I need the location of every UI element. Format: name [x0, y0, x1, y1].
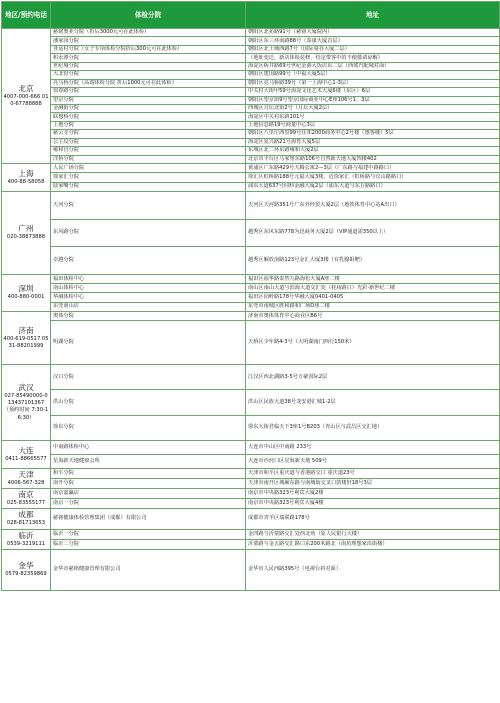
region-cell — [2, 508, 51, 529]
branch-name: 亚运村分院（女子专项体检分院折后300元可在此体检） — [51, 45, 246, 53]
branch-name: 徐东分院 — [51, 415, 246, 440]
branch-address: 金华市人民西路395号（电视台斜对面） — [246, 549, 500, 590]
branch-name: 大北窑分院 — [51, 71, 246, 79]
branch-address: 中关村大街甲59号海淀文化艺术大厦6楼（东区）6层 — [246, 88, 500, 96]
branch-address: 朝阳区北苑路91号（慈铭大厦院内） — [246, 29, 500, 37]
table-row — [2, 539, 500, 549]
region-phone: 025-83555177 — [6, 499, 46, 506]
branch-name: 人民广场分院 — [51, 164, 246, 173]
branch-name: 星海新天地健康会所 — [51, 454, 246, 468]
table-row — [2, 302, 500, 311]
branch-name: 华融体检中心 — [51, 293, 246, 302]
branch-name: 中南路体检中心 — [51, 440, 246, 454]
branch-address: 天桥区少年路4-3号（大明湖南门西行150米） — [246, 321, 500, 365]
table-row — [2, 173, 500, 182]
branch-name: 明湖分院 — [51, 321, 246, 365]
branch-name: 洋桥分院 — [51, 155, 246, 163]
table-row — [2, 138, 500, 146]
table-row — [2, 113, 500, 121]
branch-address: 海淀区板井路69号世纪金源大饭店东二层（西郊汽配城对面） — [246, 62, 500, 70]
branch-address: 上地信息路19号商量中心3层 — [246, 121, 500, 129]
branch-name: 南京一分院 — [51, 498, 246, 508]
table-row — [2, 71, 500, 79]
table-row — [2, 182, 500, 191]
branch-address: 南京市中央路323号利宾大厦4楼 — [246, 498, 500, 508]
branch-name: 雍和宫分院 — [51, 147, 246, 155]
branch-address: 朝阳区望京街9号望京国际商业中心E座106号1、3层 — [246, 96, 500, 104]
branch-address: 成都市青羊区瑞联路178号 — [246, 508, 500, 529]
region-name: 上海 — [18, 168, 34, 178]
branch-address: 天津市和平区重庆道与香港路交口 重庆道23号 — [246, 468, 500, 478]
region-phone: 027-85490000-0 13437101367 （预约时间 7:30-16:30） — [3, 392, 49, 421]
branch-address: 越秀区解放南路123号金汇大厦3楼（有乳腺钼靶） — [246, 247, 500, 275]
branch-name: 慈云寺分院 — [51, 130, 246, 138]
region-phone: 400-88-58058 — [7, 178, 45, 185]
region-cell — [2, 468, 51, 488]
region-name: 深圳 — [18, 284, 34, 294]
table-row — [2, 130, 500, 138]
branch-name: 徐家汇分院 — [51, 173, 246, 182]
branch-name: 临沂二分院 — [51, 539, 246, 549]
branch-name: 亮马桥分院（高端体检分院 折后1000元可在此体检） — [51, 79, 246, 87]
branch-name: 卓越分院 — [51, 247, 246, 275]
table-row — [2, 488, 500, 498]
branch-address: 朝阳区东三环南路88号（泰康大厦首层） — [246, 37, 500, 45]
branch-address: 朝阳区建国路99号（中福大厦5层） — [246, 71, 500, 79]
table-row — [2, 311, 500, 321]
region-phone: 0539-3219111 — [6, 540, 46, 547]
branch-address: 朝阳区北土城西路7号（国际曼谷大厦二层） — [246, 45, 500, 53]
region-name: 成都 — [18, 510, 34, 520]
region-cell — [2, 311, 51, 364]
branch-address: 天河区天河路351号广东外经贸大厦2层（地铁体育中心站A出口） — [246, 191, 500, 219]
region-name: 济南 — [18, 325, 34, 335]
branch-address: 西城区月坛北街2号（月坛大厦2层） — [246, 104, 500, 112]
table-row — [2, 549, 500, 590]
table-row — [2, 79, 500, 87]
table-row — [2, 247, 500, 275]
region-name: 北京 — [18, 83, 34, 93]
branch-table — [1, 1, 500, 591]
branch-address: 福田区园岭路178号华融大厦0401-0405 — [246, 293, 500, 302]
table-row — [2, 45, 500, 53]
region-cell — [2, 440, 51, 468]
branch-address: 徐东大街君临天下3座1号B203（青山区与武昌区交汇地） — [246, 415, 500, 440]
header-address: 地址 — [246, 2, 500, 29]
table-row — [2, 390, 500, 415]
region-phone: 020-38873888 — [6, 234, 46, 241]
branch-name: 南开分院 — [51, 478, 246, 488]
region-cell — [2, 529, 51, 549]
branch-name: 望京分院 — [51, 96, 246, 104]
branch-address: 福田区福华路泰然九路海松大厦A座二楼 — [246, 274, 500, 283]
table-row — [2, 147, 500, 155]
table-row — [2, 415, 500, 440]
branch-name: 世纪城分院 — [51, 62, 246, 70]
branch-address: 大连市中山区中南路 233号 — [246, 440, 500, 454]
table-row — [2, 104, 500, 112]
table-row — [2, 468, 500, 478]
branch-address: 沂蒙路与金五路交汇路口东200米路北（南坊理想家沿街楼） — [246, 539, 500, 549]
table-row — [2, 284, 500, 293]
branch-name: 陆家嘴分院 — [51, 182, 246, 191]
branch-name: 南京嘉瀛店 — [51, 488, 246, 498]
table-row — [2, 498, 500, 508]
branch-name: 奥体分院 — [51, 311, 246, 321]
branch-address: 南京市中央路323号利宾大厦2楼 — [246, 488, 500, 498]
region-phone: 4007-000-666 010-67788888 — [3, 93, 49, 107]
branch-address: 徐汇区虹桥路188号元福大厦3楼，近徐家汇（虹桥路与宜山路路口） — [246, 173, 500, 182]
branch-name: 慈铭健康体检管理集团（成都）有限公司 — [51, 508, 246, 529]
region-name: 广州 — [18, 224, 34, 234]
branch-address: 浦东大道637号同科金融大厦2层（浦东大道与东方路路口） — [246, 182, 500, 191]
branch-name: 洪山分院 — [51, 390, 246, 415]
branch-name: 汉口分院 — [51, 364, 246, 389]
table-row — [2, 219, 500, 247]
region-phone: 400-619-0517 0531-88201999 — [3, 335, 49, 349]
region-cell — [2, 274, 51, 311]
branch-name: 东莞南山店 — [51, 302, 246, 311]
branch-name: 临沂一分院 — [51, 529, 246, 539]
table-row — [2, 29, 500, 37]
table-row — [2, 155, 500, 163]
region-cell — [2, 164, 51, 192]
region-cell — [2, 191, 51, 274]
table-row — [2, 440, 500, 454]
table-row — [2, 321, 500, 365]
branch-name: 东风路分院 — [51, 219, 246, 247]
branch-address: 东城区北二环东路雍和大厦2层 — [246, 147, 500, 155]
branch-address: 北京市丰台区马家堡东路106号自然新天地大厦四楼402 — [246, 155, 500, 163]
branch-address: 海淀区中关村东路101号 — [246, 113, 500, 121]
table-row — [2, 121, 500, 129]
header-branch: 体检分院 — [51, 2, 246, 29]
table-row — [2, 478, 500, 488]
table-row — [2, 88, 500, 96]
branch-address: 洪山区民族大道38号龙安港汇城1-2层 — [246, 390, 500, 415]
branch-address: 东莞市南城区胜和路和广场D座二楼 — [246, 302, 500, 311]
branch-address: （地址变迁，新店体检装修，结定带客中的不便敬请谅解） — [246, 54, 500, 62]
region-phone: 0411-88665577 — [5, 455, 47, 462]
branch-name: 积水潭分院 — [51, 54, 246, 62]
table-row — [2, 54, 500, 62]
branch-address: 朝阳区八里庄西里99号住邦2000商务中心2号楼（惠客楼）5层 — [246, 130, 500, 138]
region-name: 南京 — [18, 489, 34, 499]
table-row — [2, 364, 500, 389]
table-header — [2, 2, 500, 29]
branch-name: 上地分院 — [51, 121, 246, 129]
table-row — [2, 529, 500, 539]
table-row — [2, 293, 500, 302]
branch-address: 朝阳区亮马桥路39号（第一上海中心1-3层） — [246, 79, 500, 87]
table-row — [2, 37, 500, 45]
branch-name: 天河分院 — [51, 191, 246, 219]
table-row — [2, 274, 500, 283]
table-row — [2, 454, 500, 468]
table-row — [2, 164, 500, 173]
region-cell — [2, 364, 51, 440]
branch-address: 江汉区西北湖路3-5号万豪国际2层 — [246, 364, 500, 389]
branch-name: 和平分院 — [51, 468, 246, 478]
branch-name: 福田体检中心 — [51, 274, 246, 283]
branch-name: 金华市慈铭健康管理有限公司 — [51, 549, 246, 590]
branch-name: 金融街分院 — [51, 104, 246, 112]
branch-name: 慈铭奥亚分院（折后3000元可在此体检） — [51, 29, 246, 37]
region-phone: 0579-82359869 — [5, 571, 47, 578]
branch-name: 联想桥分院 — [51, 113, 246, 121]
branch-address: 天津市南开区城厢东路与南城街交叉口鼓楼轩18号3层 — [246, 478, 500, 488]
region-name: 大连 — [18, 445, 34, 455]
branch-name: 公主坟分院 — [51, 138, 246, 146]
region-phone: 028-81713653 — [6, 520, 46, 527]
region-phone: 4006-567-328 — [7, 479, 45, 486]
region-name: 金华 — [18, 561, 34, 571]
region-cell — [2, 488, 51, 508]
region-cell — [2, 29, 51, 164]
region-name: 天津 — [18, 469, 34, 479]
table-body — [2, 29, 500, 591]
branch-name: 知春路分院 — [51, 88, 246, 96]
branch-name: 潘家园分院 — [51, 37, 246, 45]
header-row — [2, 2, 500, 29]
table-row — [2, 62, 500, 70]
branch-address: 金四路与沂蒙路交汇处西北角（原人民银行大楼） — [246, 529, 500, 539]
table-row — [2, 96, 500, 104]
branch-address: 济南市奥体体育中心商业区B6号 — [246, 311, 500, 321]
branch-name: 南山体检中心 — [51, 284, 246, 293]
branch-address: 南山区南山大道与滨海大道交汇处（桂庙路口）光彩·新世纪二楼 — [246, 284, 500, 293]
region-phone: 400-880-0001 — [7, 294, 45, 301]
branch-address: 黄浦区广东路429号天腾公寓2—3层（广东路与福建中路路口） — [246, 164, 500, 173]
branch-directory — [1, 1, 499, 591]
region-name: 临沂 — [18, 530, 34, 540]
region-name: 武汉 — [18, 382, 34, 392]
branch-address: 越秀区东风东路778为迅商务大厦2层（VIP通道需350以上） — [246, 219, 500, 247]
table-row — [2, 508, 500, 529]
branch-address: 大连市沙河口区星海新天地 509号 — [246, 454, 500, 468]
region-cell — [2, 549, 51, 590]
header-region: 地区/预约电话 — [2, 2, 51, 29]
table-row — [2, 191, 500, 219]
branch-address: 海淀区复兴路21号海育大厦5层 — [246, 138, 500, 146]
